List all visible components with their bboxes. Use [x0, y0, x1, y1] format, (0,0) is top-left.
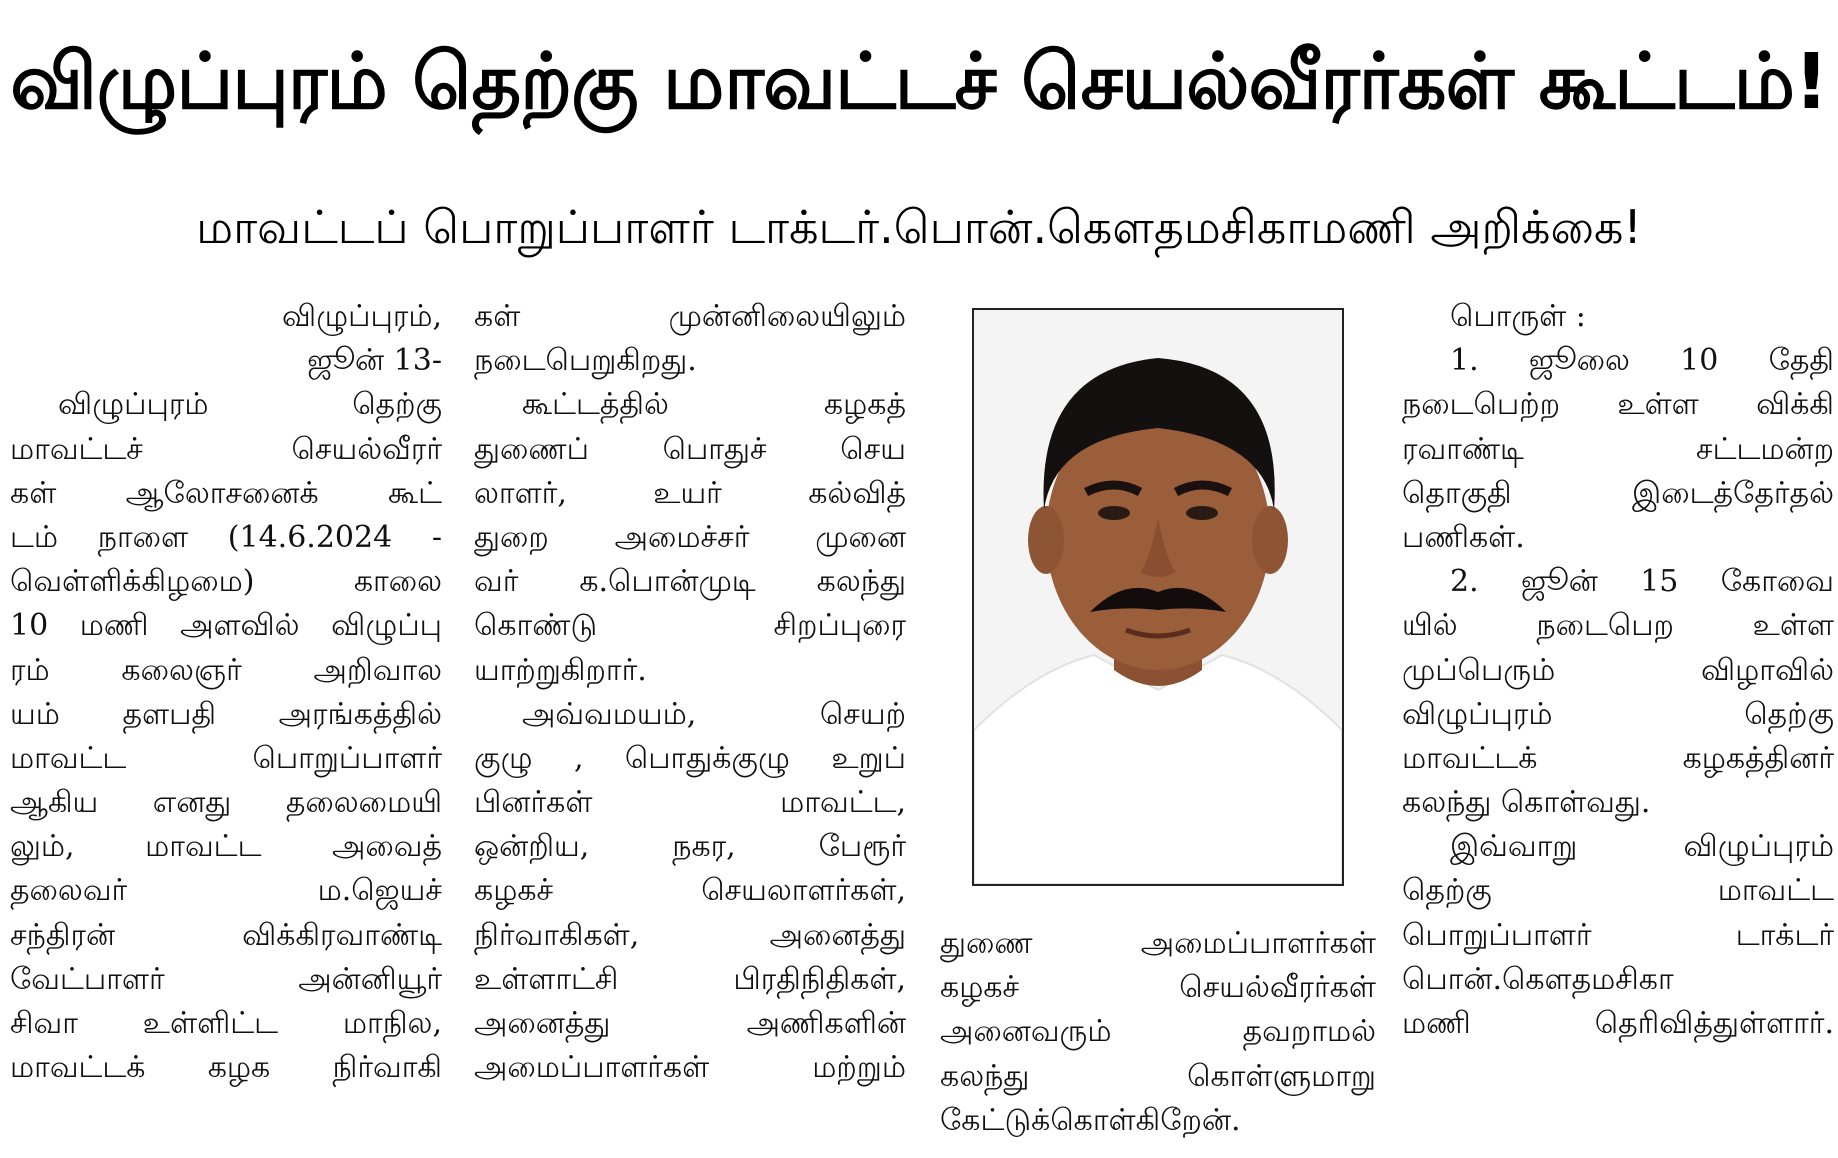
- article-line: லும், மாவட்ட அவைத்: [10, 829, 442, 865]
- article-line: சந்திரன் விக்கிரவாண்டி: [10, 917, 442, 953]
- dateline-place: விழுப்புரம்,: [281, 299, 442, 334]
- subheadline: மாவட்டப் பொறுப்பாளர் டாக்டர்.பொன்.கௌதமசிகாமணி அறிக்கை!: [196, 199, 1642, 254]
- article-line: இவ்வாறு விழுப்புரம்: [1450, 829, 1834, 865]
- article-line: பினர்கள் மாவட்ட,: [474, 785, 906, 821]
- article-line: அனைத்து அணிகளின்: [474, 1006, 906, 1041]
- article-line: டம் நாளை (14.6.2024 -: [10, 519, 442, 555]
- article-line: சிவா உள்ளிட்ட மாநில,: [10, 1006, 442, 1041]
- article-line: பொன்.கௌதமசிகா: [1402, 961, 1674, 997]
- article-line: மணி தெரிவித்துள்ளார்.: [1402, 1006, 1834, 1041]
- article-line: கொண்டு சிறப்புரை: [474, 608, 906, 644]
- article-line: கேட்டுக்கொள்கிறேன்.: [940, 1102, 1241, 1138]
- portrait-photo: [972, 308, 1344, 886]
- article-line: துணைப் பொதுச் செய: [474, 431, 906, 467]
- article-line: வேட்பாளர் அன்னியூர்: [10, 961, 442, 997]
- article-line: துணை அமைப்பாளர்கள்: [940, 926, 1376, 961]
- article-line: நிர்வாகிகள், அனைத்து: [474, 917, 906, 953]
- article-column-3: [940, 922, 1376, 1143]
- article-column-4: [1402, 295, 1834, 1046]
- article-line: யம் தளபதி அரங்கத்தில்: [10, 696, 442, 732]
- article-line: மாவட்டக் கழகத்தினர்: [1402, 740, 1834, 776]
- article-line: மாவட்டச் செயல்வீரர்: [10, 431, 442, 467]
- article-line: ஆகிய எனது தலைமையி: [10, 785, 442, 821]
- article-line: மாவட்டக் கழக நிர்வாகி: [10, 1050, 442, 1086]
- article-line: 1. ஜூலை 10 தேதி: [1450, 343, 1834, 379]
- article-column-2: [474, 295, 906, 1090]
- portrait-illustration: [974, 310, 1342, 884]
- headline: விழுப்புரம் தெற்கு மாவட்டச் செயல்வீரர்கள் கூட்டம்!: [10, 37, 1828, 127]
- article-line: முப்பெரும் விழாவில்: [1402, 652, 1834, 688]
- article-line: பொறுப்பாளர் டாக்டர்: [1402, 917, 1834, 953]
- article-line: விழுப்புரம் தெற்கு: [58, 387, 442, 423]
- article-line: பணிகள்.: [1402, 519, 1525, 555]
- article-line: அமைப்பாளர்கள் மற்றும்: [474, 1050, 906, 1086]
- article-line: தலைவர் ம.ஜெயச்: [10, 873, 442, 909]
- article-column-1: [10, 295, 442, 1090]
- article-line: நடைபெறுகிறது.: [474, 343, 697, 379]
- article-line: கலந்து கொள்வது.: [1402, 785, 1651, 821]
- article-line: லாளர், உயர் கல்வித்: [474, 475, 906, 511]
- article-line: கழகச் செயல்வீரர்கள்: [940, 970, 1376, 1006]
- article-line: கள் ஆலோசனைக் கூட்: [10, 475, 442, 511]
- article-line: குழு , பொதுக்குழு உறுப்: [474, 740, 906, 776]
- article-line: உள்ளாட்சி பிரதிநிதிகள்,: [474, 961, 906, 997]
- article-line: யில் நடைபெற உள்ள: [1402, 608, 1834, 644]
- article-line: தொகுதி இடைத்தேர்தல்: [1402, 475, 1834, 511]
- article-line: ஒன்றிய, நகர, பேரூர்: [474, 829, 906, 865]
- article-line: கூட்டத்தில் கழகத்: [522, 387, 906, 423]
- article-line: தெற்கு மாவட்ட: [1402, 873, 1834, 909]
- article-line: ரம் கலைஞர் அறிவால: [10, 652, 442, 688]
- article-line: ரவாண்டி சட்டமன்ற: [1402, 431, 1834, 467]
- article-line: 10 மணி அளவில் விழுப்பு: [10, 608, 442, 644]
- article-line: துறை அமைச்சர் முனை: [474, 519, 906, 555]
- article-line: மாவட்ட பொறுப்பாளர்: [10, 740, 442, 776]
- article-line: 2. ஜூன் 15 கோவை: [1450, 564, 1834, 600]
- dateline-date: ஜூன் 13-: [307, 343, 442, 379]
- article-line: வர் க.பொன்முடி கலந்து: [474, 564, 906, 600]
- article-line: அனைவரும் தவறாமல்: [940, 1014, 1376, 1050]
- subject-label: பொருள் :: [1450, 299, 1586, 334]
- article-line: அவ்வமயம், செயற்: [522, 696, 906, 732]
- article-line: நடைபெற்ற உள்ள விக்கி: [1402, 387, 1834, 423]
- article-line: கள் முன்னிலையிலும்: [474, 299, 906, 334]
- article-line: கழகச் செயலாளர்கள்,: [474, 873, 906, 909]
- article-line: கலந்து கொள்ளுமாறு: [940, 1058, 1376, 1094]
- article-line: வெள்ளிக்கிழமை) காலை: [10, 564, 442, 600]
- article-line: விழுப்புரம் தெற்கு: [1402, 696, 1834, 732]
- article-line: யாற்றுகிறார்.: [474, 652, 647, 688]
